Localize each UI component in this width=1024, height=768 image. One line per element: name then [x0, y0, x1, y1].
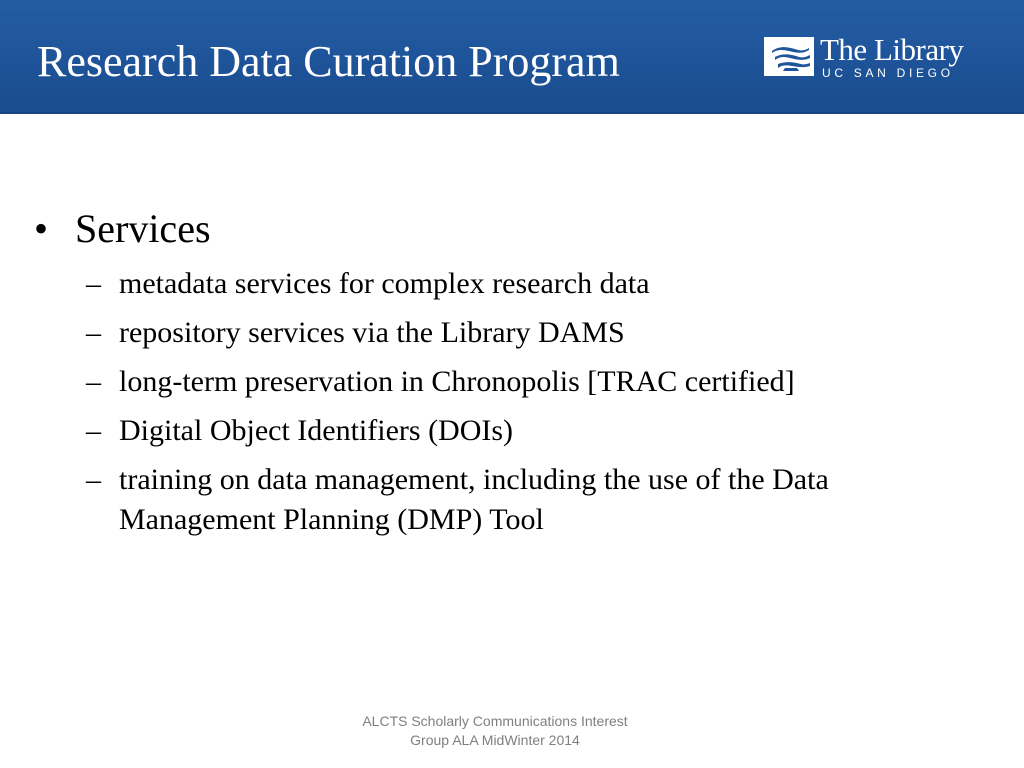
services-heading: Services [75, 206, 211, 251]
list-dash: – [86, 316, 101, 349]
list-item-text: Digital Object Identifiers (DOIs) [119, 414, 514, 447]
logo-title: The Library [820, 32, 964, 67]
list-dash: – [86, 267, 101, 300]
logo-subtitle: UC SAN DIEGO [822, 66, 954, 80]
list-dash: – [86, 463, 101, 496]
list-dash: – [86, 365, 101, 398]
list-dash: – [86, 414, 101, 447]
list-item-text: repository services via the Library DAMS [119, 316, 625, 349]
slide-title: Research Data Curation Program [37, 37, 620, 86]
list-item-training [86, 460, 926, 542]
bullet-marker: • [34, 206, 49, 251]
list-item-text: training on data management, including the use of the Data Management Planning (DMP) Tool [119, 463, 829, 536]
list-item-text: long-term preservation in Chronopolis [TRAC certified] [119, 365, 795, 398]
footer-line-2: Group ALA MidWinter 2014 [410, 732, 580, 748]
slide-footer [330, 712, 660, 750]
list-item-text: metadata services for complex research data [119, 267, 650, 300]
footer-line-1: ALCTS Scholarly Communications Interest [362, 713, 628, 729]
